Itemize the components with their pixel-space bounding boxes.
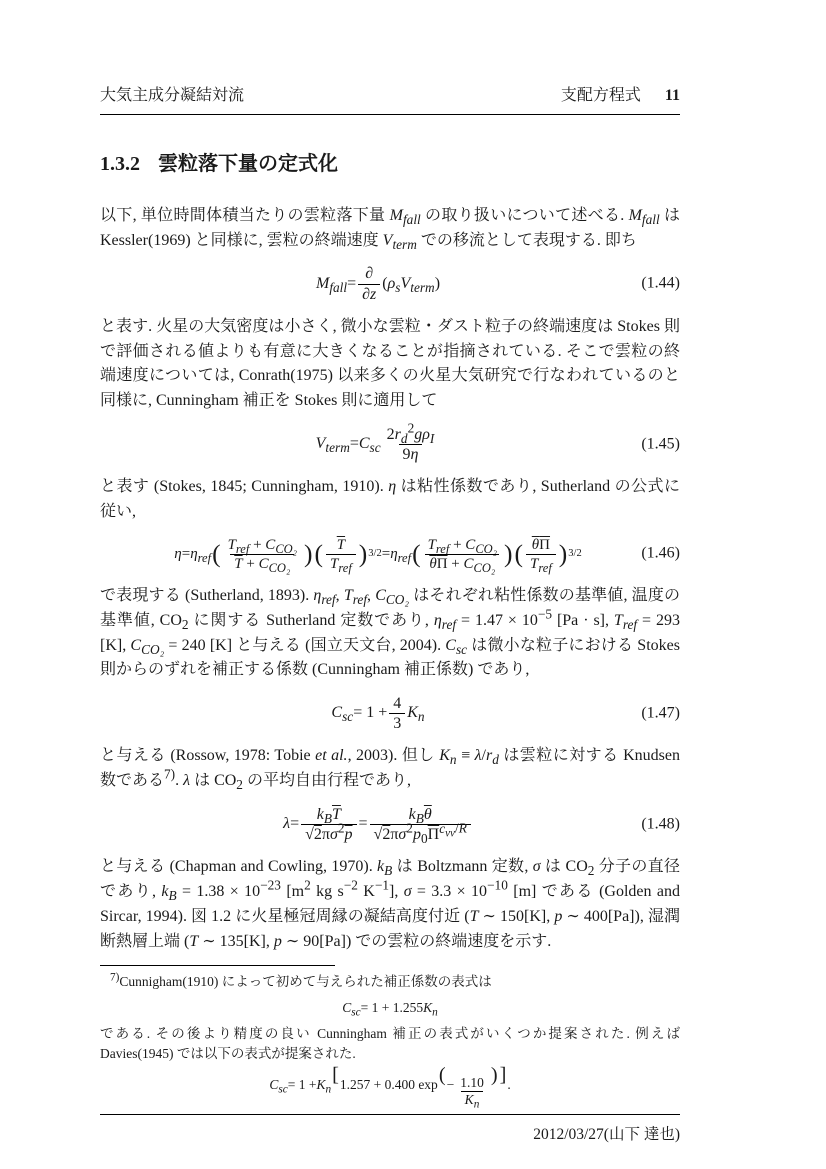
equation-number: (1.45) [641, 435, 680, 453]
paragraph: と表す (Stokes, 1845; Cunningham, 1910). η は粘性係数であり, Sutherland の公式に従い, [100, 478, 680, 521]
paragraph: と与える (Chapman and Cowling, 1970). $k_B$ は Boltzmann 定数, σ は $CO_2$ 分子の直径であり, $k_B = 1.38 \times 10^{-23}$ [$m^2$ kg $s^{-2}$ $K^{-1}$], $\sigma = 3.3 \times 10^{-10}$ [m] である (Golden and Sircar, 1994). 図 1.2 に火星極冠周縁の凝結高度付近 (T ∼ 150[K], p ∼ 400[Pa]), 湿潤断熱層上端 (T ∼ 135[K], p ∼ 90[Pa]) での雲粒の終端速度を示す. [100, 858, 680, 950]
page-number: 11 [664, 87, 680, 104]
equation-number: (1.48) [641, 815, 680, 833]
equation-body: λ = $\frac{k_B\overline{T}}{√2\pi\sigma^2\overline{p}}$ = $\frac{k_B\overline{\theta}}{√2\pi\sigma^2p_0\overline{\Pi}^{c_{vv}/R}}$ [283, 805, 473, 844]
section-number: 1.3.2 [100, 152, 140, 175]
section-title: 雲粒落下量の定式化 [158, 152, 338, 175]
footer-date: 2012/03/27(山下 達也) [533, 1126, 680, 1144]
equation-number: (1.44) [641, 274, 680, 292]
equation-1-45 [100, 420, 680, 464]
paragraph: と与える (Rossow, 1978: Tobie et al., 2003). 但し $K_n \equiv \lambda/r_d$ は雲粒に対する Knudsen 数である$^{7)}$. λ は $CO_2$ の平均自由行程であり, [100, 747, 680, 793]
footnote-equation: $C_{sc}$ = 1 + 1.255 $K_n$ [342, 999, 438, 1019]
header-chapter-title: 支配方程式 [560, 87, 641, 104]
header-running-title: 大気主成分凝結対流 [100, 87, 245, 104]
equation-body: $C_{sc}$ = 1 + $\frac{4}{3}$ $K_n$ [331, 695, 425, 733]
equation-number: (1.47) [641, 704, 680, 722]
page-header [100, 84, 680, 115]
equation-1-44 [100, 264, 680, 303]
paragraph: 以下, 単位時間体積当たりの雲粒落下量 $M_{fall}$ の取り扱いについて述べる. $M_{fall}$ は Kessler(1969) と同様に, 雲粒の終端速度 $V_{term}$ での移流として表現する. 即ち [100, 206, 680, 252]
footnote-separator-rule [100, 965, 335, 966]
equation-body: $M_{fall}$ = $\frac{\partial}{\partial z}$ ( $\rho_s$ $V_{term}$ ) [315, 265, 441, 303]
equation-number: (1.46) [641, 545, 680, 563]
paragraph: と表す. 火星の大気密度は小さく, 微小な雲粒・ダスト粒子の終端速度は Stokes 則で評価される値よりも有意に大きくなることが指摘されている. そこで雲粒の終端速度については, Conrath(1975) 以来多くの火星大気研究で行なわれているのと同様に, Cunningham 補正を Stokes 則に適用して [100, 317, 680, 410]
footnote [100, 972, 680, 1114]
header-right-group [561, 84, 680, 109]
footnote-paragraph: である. その後より精度の良い Cunningham 補正の表式がいくつか提案された. 例えば Davies(1945) では以下の表式が提案された. [100, 1026, 680, 1062]
equation-1-47 [100, 694, 680, 733]
section-heading [100, 149, 680, 180]
equation-body: $V_{term}$ = $C_{sc}$ $\frac{2r_d^2g\rho_I}{9\eta}$ [315, 420, 435, 464]
footnote-paragraph: $^{7)}$Cunnigham(1910) によって初めて与えられた補正係数の表式は [110, 971, 492, 989]
page-footer [100, 1114, 680, 1147]
equation-1-46 [100, 536, 680, 575]
equation-body: η = $\eta_{ref}$ ( $\frac{T_{ref} + C_{CO_2}}{\overline{T} + C_{CO_2}}$ ) ( $\frac{\overline{T}}{T_{ref}}$ ) 3/2 = $\eta_{ref}$ ( $\frac{T_{ref} + C_{CO_2}}{\theta\Pi + C_{CO_2}}$ ) ( $\frac{\theta\Pi}{T_{ref}}$ ) 3/2 [174, 536, 582, 575]
footnote-equation: $C_{sc}$ = 1 + $K_n$ [ 1.257 + 0.400 exp ( − $\frac{1.10}{K_n}$ ) ] . [269, 1063, 511, 1111]
equation-1-48 [100, 805, 680, 847]
paragraph: で表現する (Sutherland, 1893). $\eta_{ref}$, $T_{ref}$, $C_{CO_2}$ はそれぞれ粘性係数の基準値, 温度の基準値, $CO_2$ に関する Sutherland 定数であり, $\eta_{ref} = 1.47 \times 10^{-5}$ [Pa · s], $T_{ref} = 293$ [K], $C_{CO_2} = 240$ [K] と与える (国立天文台, 2004). $C_{sc}$ は微小な粒子における Stokes 則からのずれを補正する係数 (Cunningham 補正係数) であり, [100, 586, 681, 679]
